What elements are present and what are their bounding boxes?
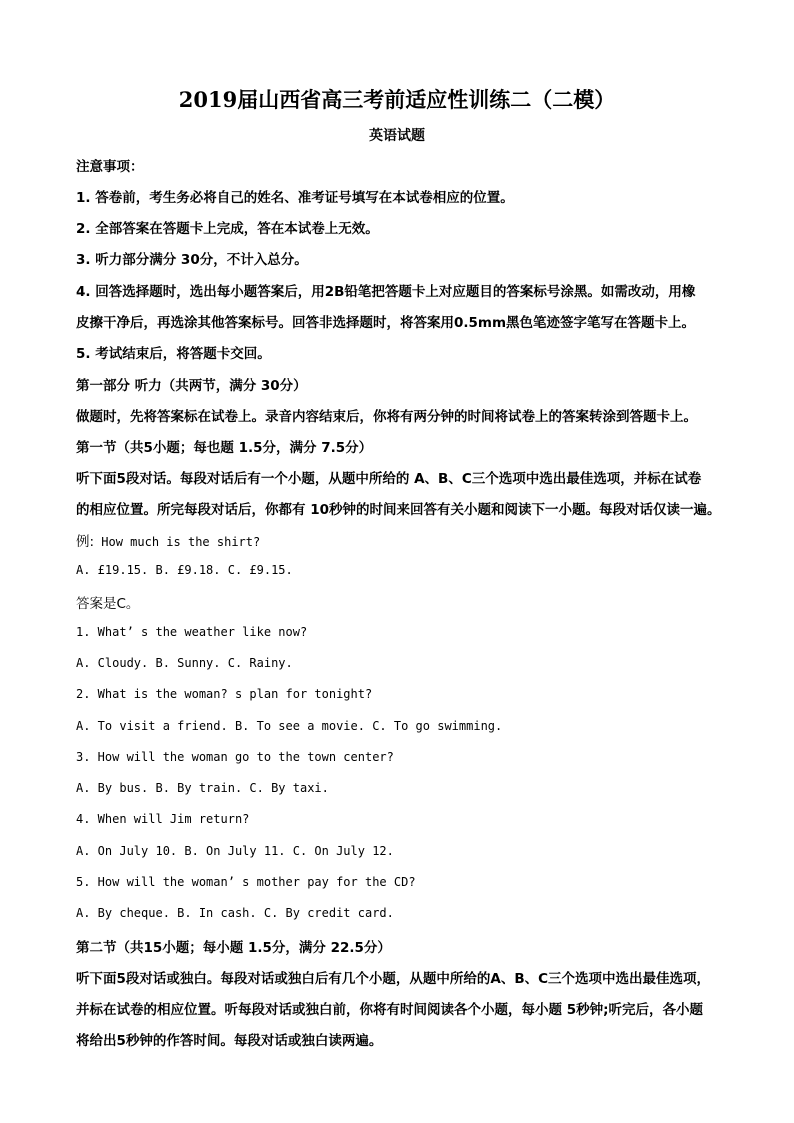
notice-item: 皮擦干净后，再选涂其他答案标号。回答非选择题时，将答案用0.5mm黑色笔迹签字笔写在答题卡上。 (76, 315, 696, 331)
notice-item: 4. 回答选择题时，选出每小题答案后，用2B铅笔把答题卡上对应题目的答案标号涂黑。如需改动，用橡 (76, 284, 696, 300)
page-subtitle: 英语试题 (369, 128, 425, 144)
notice-heading: 注意事项： (76, 159, 144, 175)
question-options: A. Cloudy. B. Sunny. C. Rainy. (76, 656, 293, 670)
example-question-text: How much is the shirt? (94, 535, 261, 549)
question-text: 5. How will the woman’ s mother pay for the CD? (76, 875, 416, 889)
example-question (76, 530, 260, 551)
question-options: A. On July 10. B. On July 11. C. On July 12. (76, 844, 394, 858)
section2-instructions: 听下面5段对话或独白。每段对话或独白后有几个小题，从题中所给的A、B、C三个选项中选出最佳选项， (76, 971, 711, 987)
question-options: A. By cheque. B. In cash. C. By credit card. (76, 906, 394, 920)
example-prefix: 例: (76, 534, 95, 550)
question-options: A. By bus. B. By train. C. By taxi. (76, 781, 329, 795)
section1-instructions: 的相应位置。所完每段对话后，你都有 10秒钟的时间来回答有关小题和阅读下一小题。每段对话仅读一遍。 (76, 502, 721, 518)
notice-item: 2. 全部答案在答题卡上完成，答在本试卷上无效。 (76, 221, 379, 237)
notice-item: 3. 听力部分满分 30分，不计入总分。 (76, 252, 308, 268)
question-text: 4. When will Jim return? (76, 812, 250, 826)
notice-item: 5. 考试结束后，将答题卡交回。 (76, 346, 271, 362)
section1-heading: 第一节（共5小题；每也题 1.5分，满分 7.5分） (76, 440, 373, 456)
section2-instructions: 将给出5秒钟的作答时间。每段对话或独白读两遍。 (76, 1033, 383, 1049)
notice-item: 1. 答卷前，考生务必将自己的姓名、准考证号填写在本试卷相应的位置。 (76, 190, 514, 206)
question-text: 1. What’ s the weather like now? (76, 625, 308, 639)
page-title: 2019届山西省高三考前适应性训练二（二模） (178, 87, 616, 112)
section2-instructions: 并标在试卷的相应位置。听每段对话或独白前，你将有时间阅读各个小题，每小题 5秒钟;听完后，各小题 (76, 1002, 703, 1018)
section2-heading: 第二节（共15小题；每小题 1.5分，满分 22.5分） (76, 940, 391, 956)
part1-intro: 做题时，先将答案标在试卷上。录音内容结束后，你将有两分钟的时间将试卷上的答案转涂到答题卡上。 (76, 409, 697, 425)
question-text: 3. How will the woman go to the town center? (76, 750, 394, 764)
question-text: 2. What is the woman? s plan for tonight? (76, 687, 373, 701)
example-options: A. £19.15. B. £9.18. C. £9.15. (76, 563, 293, 577)
example-answer: 答案是C。 (76, 596, 140, 612)
question-options: A. To visit a friend. B. To see a movie. C. To go swimming. (76, 719, 503, 733)
section1-instructions: 听下面5段对话。每段对话后有一个小题，从题中所给的 A、B、C三个选项中选出最佳选项，并标在试卷 (76, 471, 702, 487)
part1-heading: 第一部分 听力（共两节，满分 30分） (76, 378, 307, 394)
